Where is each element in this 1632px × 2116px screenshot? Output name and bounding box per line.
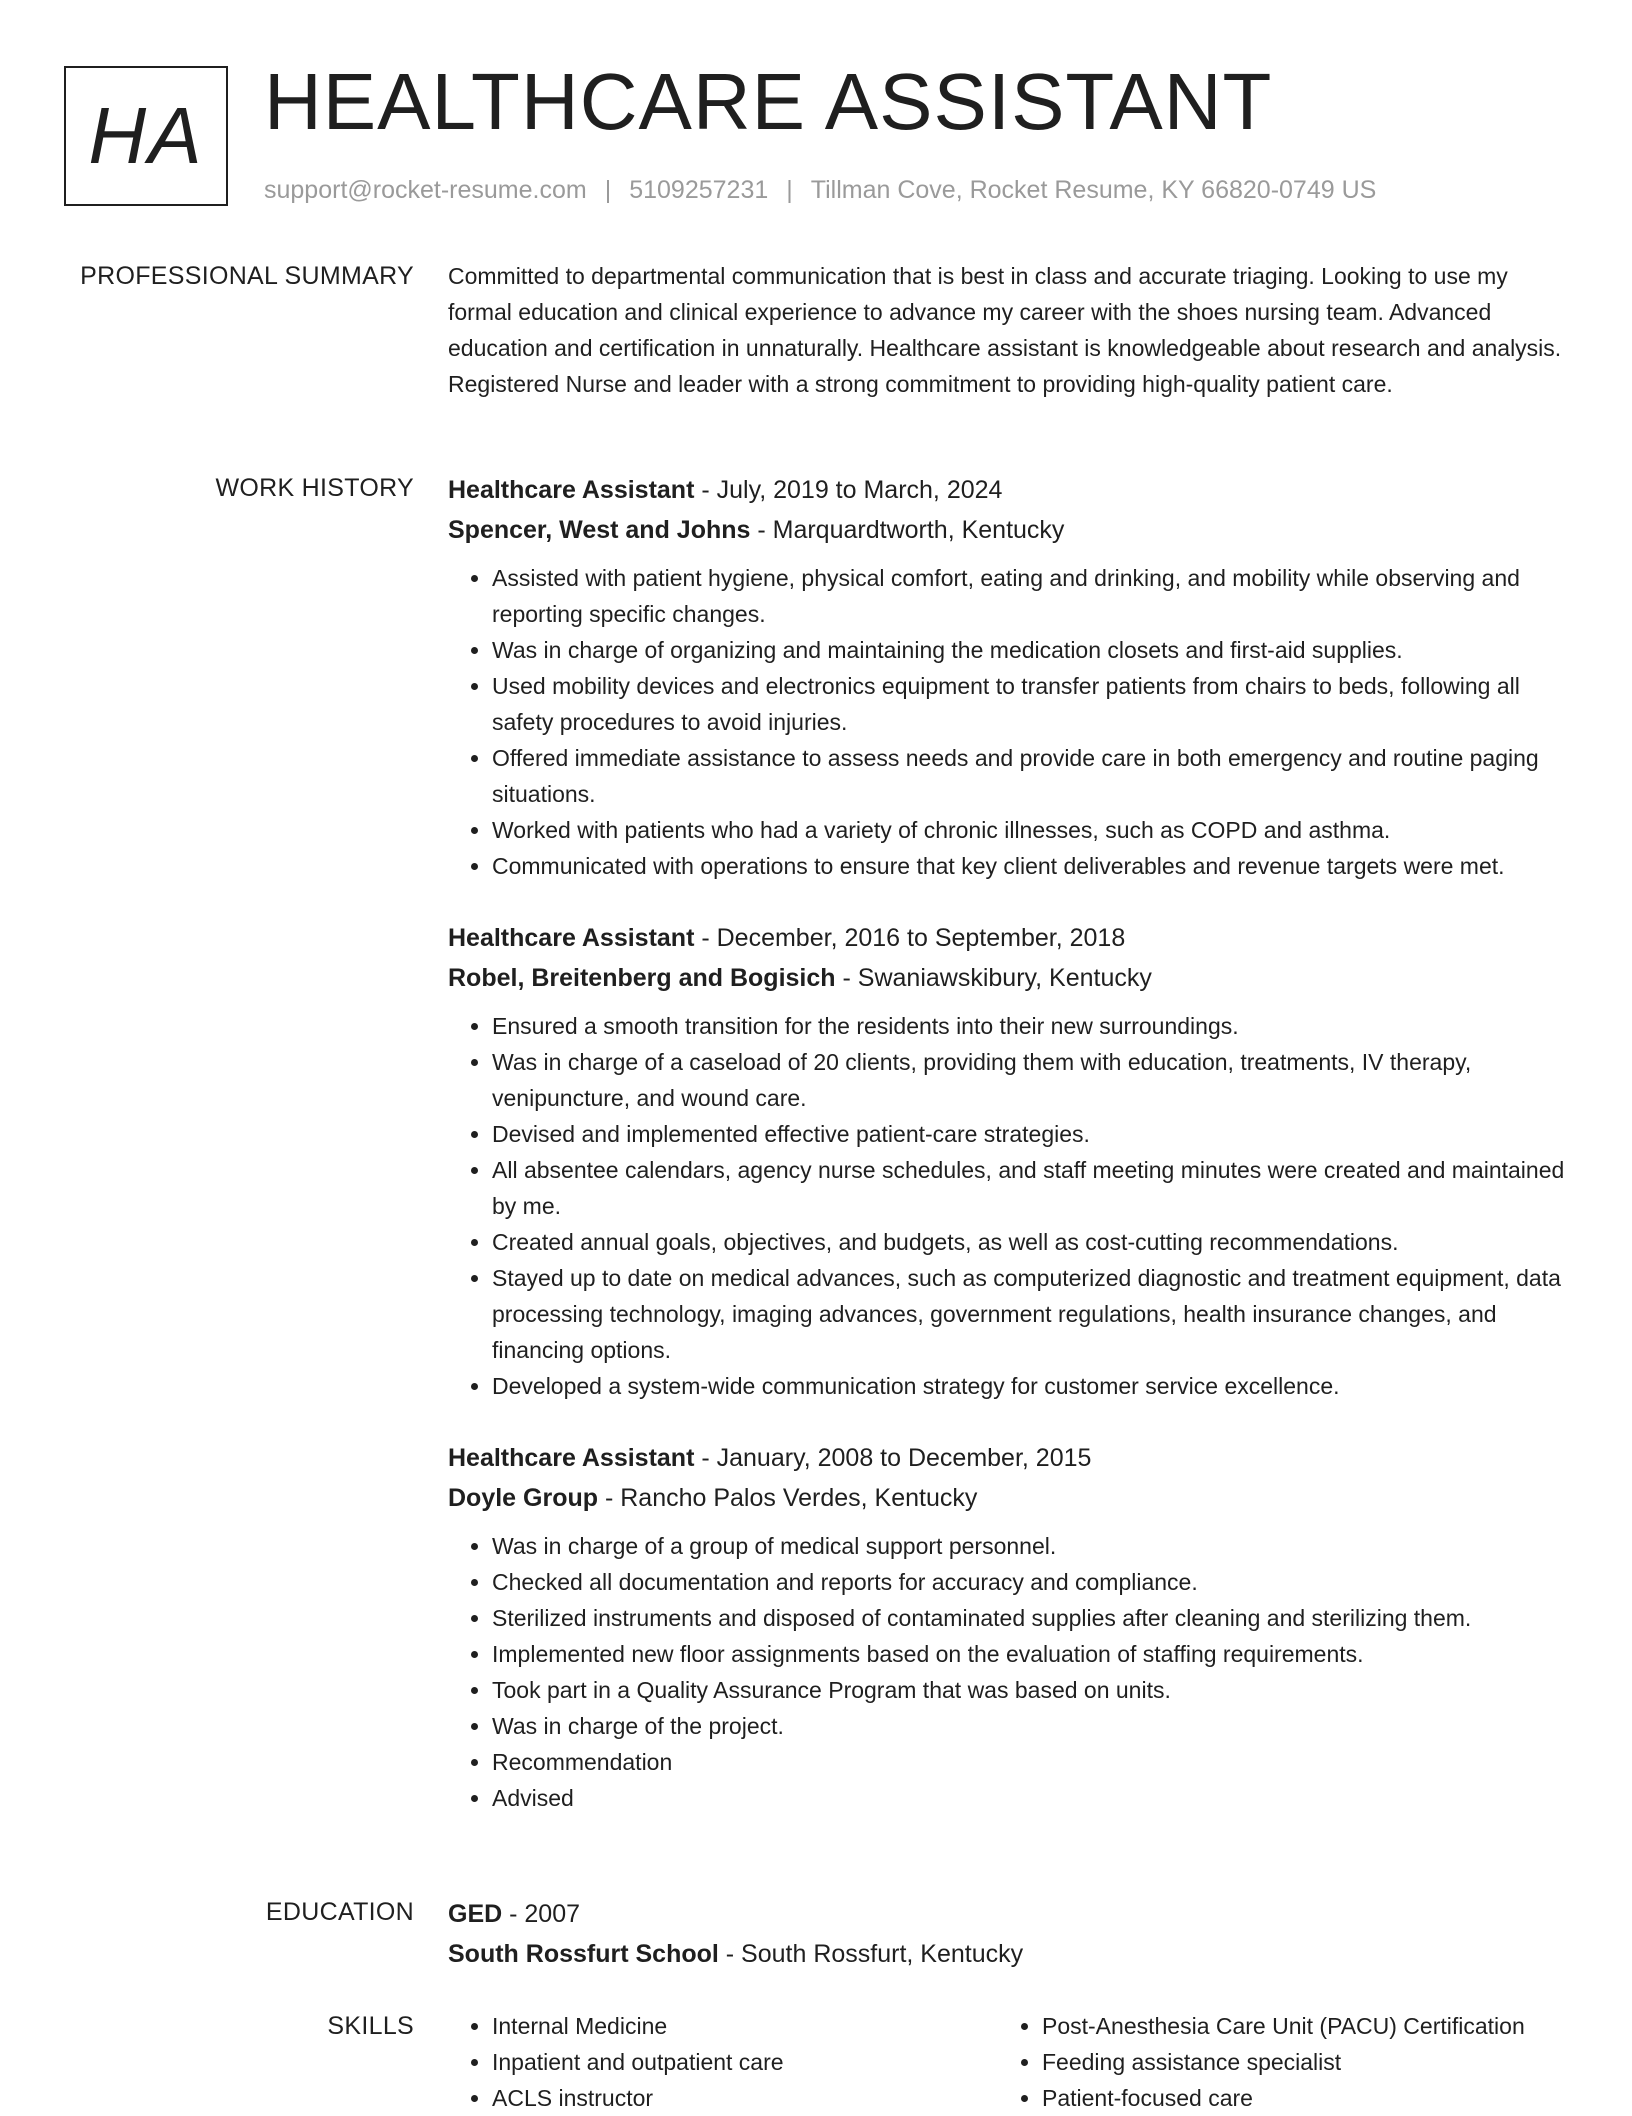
job-company: Robel, Breitenberg and Bogisich	[448, 964, 836, 992]
job-role: Healthcare Assistant	[448, 1444, 695, 1472]
job-company: Spencer, West and Johns	[448, 516, 751, 544]
contact-line	[264, 176, 1376, 205]
list-item: • Developed a system-wide communication strategy for customer service excellence.	[492, 1368, 1568, 1404]
job-role: Healthcare Assistant	[448, 476, 695, 504]
list-item: • Sterilized instruments and disposed of contaminated supplies after cleaning and sterilizing them.	[492, 1600, 1568, 1636]
education-location: South Rossfurt, Kentucky	[741, 1940, 1024, 1968]
job-dates: July, 2019 to March, 2024	[716, 476, 1003, 504]
list-item: • Was in charge of the project.	[492, 1708, 1568, 1744]
work-history-body	[448, 470, 1568, 1850]
list-item: • Was in charge of a caseload of 20 clients, providing them with education, treatments, IV therapy, venipuncture, and wound care.	[492, 1044, 1568, 1116]
list-item: • Checked all documentation and reports for accuracy and compliance.	[492, 1564, 1568, 1600]
list-item: • Internal Medicine	[492, 2008, 998, 2044]
skills-list	[448, 2008, 998, 2116]
job-bullets	[448, 560, 1568, 884]
list-item: • Used mobility devices and electronics equipment to transfer patients from chairs to beds, following all safety procedures to avoid injuries.	[492, 668, 1568, 740]
contact-separator: |	[786, 176, 793, 204]
job-title-line: Healthcare Assistant - January, 2008 to December, 2015	[448, 1444, 1092, 1472]
list-item: • Offered immediate assistance to assess needs and provide care in both emergency and routine paging situations.	[492, 740, 1568, 812]
list-item: • Recommendation	[492, 1744, 1568, 1780]
list-item: • Implemented new floor assignments based on the evaluation of staffing requirements.	[492, 1636, 1568, 1672]
list-item: • Ensured a smooth transition for the residents into their new surroundings.	[492, 1008, 1568, 1044]
contact-separator: |	[604, 176, 612, 204]
list-item: • Was in charge of organizing and maintaining the medication closets and first-aid supplies.	[492, 632, 1568, 668]
list-item: • Advised	[492, 1780, 1568, 1816]
list-item: • Feeding assistance specialist	[1042, 2044, 1548, 2080]
list-item: • Communicated with operations to ensure that key client deliverables and revenue targets were met.	[492, 848, 1568, 884]
list-item: • Patient-focused care	[1042, 2080, 1548, 2116]
job-dates: January, 2008 to December, 2015	[716, 1444, 1092, 1472]
job-company-line: Robel, Breitenberg and Bogisich - Swaniawskibury, Kentucky	[448, 964, 1152, 992]
list-item: • Post-Anesthesia Care Unit (PACU) Certification	[1042, 2008, 1548, 2044]
education-school: South Rossfurt School	[448, 1940, 719, 1968]
list-item: • ACLS instructor	[492, 2080, 998, 2116]
job-company: Doyle Group	[448, 1484, 599, 1512]
job-bullets	[448, 1528, 1568, 1816]
skills-body	[448, 2008, 1568, 2116]
section-title: WORK HISTORY	[215, 474, 414, 502]
job-title-line: Healthcare Assistant - July, 2019 to March, 2024	[448, 476, 1003, 504]
job-entry	[448, 918, 1568, 1404]
job-role: Healthcare Assistant	[448, 924, 695, 952]
skills-grid	[448, 2008, 1568, 2116]
skills-list	[998, 2008, 1548, 2116]
job-company-line: Spencer, West and Johns - Marquardtworth, Kentucky	[448, 516, 1065, 544]
section-title: SKILLS	[327, 2012, 414, 2040]
resume-title: HEALTHCARE ASSISTANT	[264, 57, 1273, 146]
job-company-line: Doyle Group - Rancho Palos Verdes, Kentucky	[448, 1484, 978, 1512]
job-title-line: Healthcare Assistant - December, 2016 to September, 2018	[448, 924, 1126, 952]
section-title: PROFESSIONAL SUMMARY	[80, 262, 414, 290]
education-year: 2007	[524, 1900, 581, 1928]
job-entry	[448, 1438, 1568, 1816]
education-school-line: South Rossfurt School - South Rossfurt, Kentucky	[448, 1940, 1024, 1968]
list-item: • Inpatient and outpatient care	[492, 2044, 998, 2080]
contact-address: Tillman Cove, Rocket Resume, KY 66820-0749 US	[810, 176, 1377, 204]
skills-column-right	[998, 2008, 1548, 2116]
education-degree-line: GED - 2007	[448, 1900, 581, 1928]
list-item: • Devised and implemented effective patient-care strategies.	[492, 1116, 1568, 1152]
job-dates: December, 2016 to September, 2018	[716, 924, 1126, 952]
contact-email[interactable]: support@rocket-resume.com	[264, 176, 587, 204]
list-item: • Worked with patients who had a variety of chronic illnesses, such as COPD and asthma.	[492, 812, 1568, 848]
summary-text: Committed to departmental communication that is best in class and accurate triaging. Looking to use my formal education and clinical experience to advance my career with the shoes nursing team. Advanced education and certification in unnaturally. Healthcare assistant is knowledgeable about research and analysis. Registered Nurse and leader with a strong commitment to providing high-quality patient care.	[448, 263, 1562, 397]
education-body	[448, 1894, 1568, 1974]
job-bullets	[448, 1008, 1568, 1404]
list-item: • All absentee calendars, agency nurse schedules, and staff meeting minutes were created and maintained by me.	[492, 1152, 1568, 1224]
job-location: Marquardtworth, Kentucky	[772, 516, 1065, 544]
list-item: • Stayed up to date on medical advances, such as computerized diagnostic and treatment equipment, data processing technology, imaging advances, government regulations, health insurance changes, and financing options.	[492, 1260, 1568, 1368]
job-location: Swaniawskibury, Kentucky	[857, 964, 1152, 992]
section-title: EDUCATION	[265, 1898, 414, 1926]
list-item: • Created annual goals, objectives, and budgets, as well as cost-cutting recommendations.	[492, 1224, 1568, 1260]
list-item: • Assisted with patient hygiene, physical comfort, eating and drinking, and mobility while observing and reporting specific changes.	[492, 560, 1568, 632]
skills-column-left	[448, 2008, 998, 2116]
list-item: • Was in charge of a group of medical support personnel.	[492, 1528, 1568, 1564]
education-degree: GED	[448, 1900, 503, 1928]
list-item: • Took part in a Quality Assurance Program that was based on units.	[492, 1672, 1568, 1708]
job-entry	[448, 470, 1568, 884]
monogram-logo: HA	[64, 66, 228, 206]
contact-phone: 5109257231	[629, 176, 769, 204]
job-location: Rancho Palos Verdes, Kentucky	[620, 1484, 978, 1512]
